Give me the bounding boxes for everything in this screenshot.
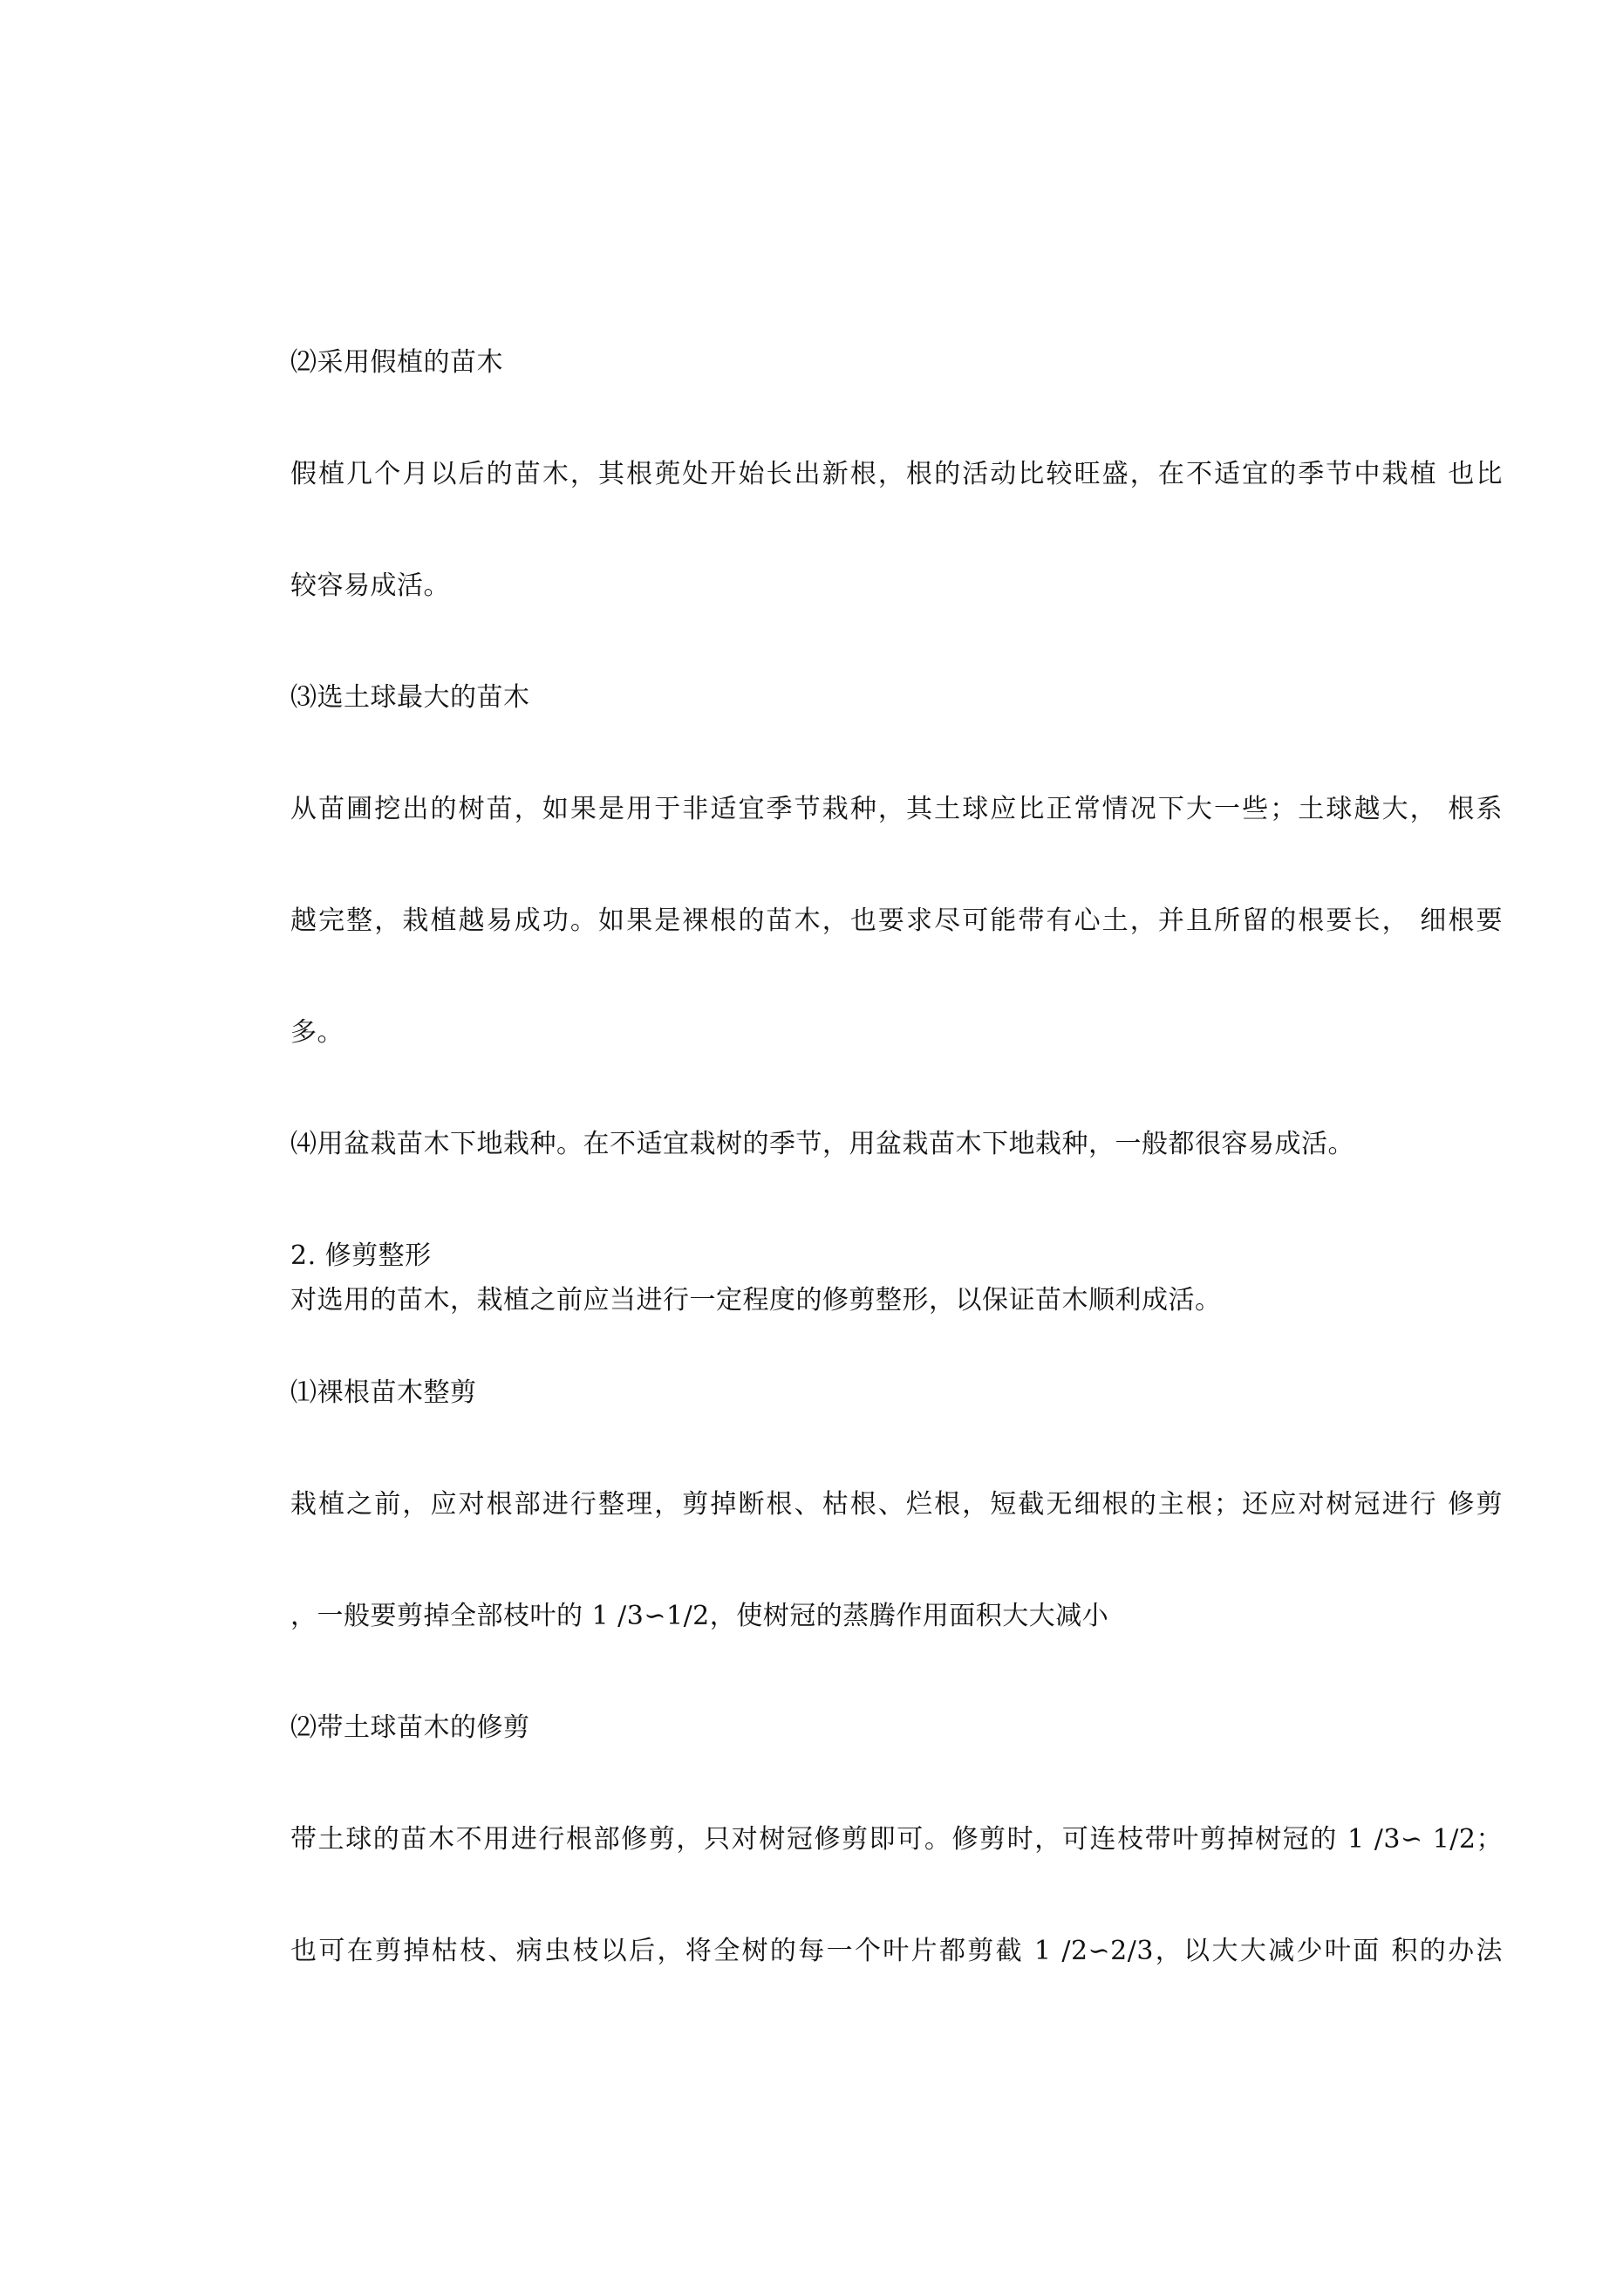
heading-potted-seedlings: ⑷用盆栽苗木下地栽种。在不适宜栽树的季节，用盆栽苗木下地栽种，一般都很容易成活。 xyxy=(290,1129,1354,1159)
paragraph-line: 带土球的苗木不用进行根部修剪，只对树冠修剪即可。修剪时，可连枝带叶剪掉树冠的 1 /3∽ 1/2； xyxy=(290,1824,1503,1855)
paragraph-line: 较容易成活。 xyxy=(290,571,450,601)
paragraph-line: 多。 xyxy=(290,1017,344,1048)
paragraph-line: 越完整，栽植越易成功。如果是裸根的苗木，也要求尽可能带有心土，并且所留的根要长， 细根要 xyxy=(290,905,1503,936)
heading-soil-ball-pruning: ⑵带土球苗木的修剪 xyxy=(290,1712,530,1743)
paragraph-line: 也可在剪掉枯枝、病虫枝以后，将全树的每一个叶片都剪截 1 /2∽2/3，以大大减少叶面 积的办法 xyxy=(290,1936,1503,1966)
paragraph-line: 从苗圃挖出的树苗，如果是用于非适宜季节栽种，其土球应比正常情况下大一些；土球越大， 根系 xyxy=(290,794,1503,824)
heading-fake-planting: ⑵采用假植的苗木 xyxy=(290,347,503,378)
paragraph-line: ，一般要剪掉全部枝叶的 1 /3∽1/2，使树冠的蒸腾作用面积大大减小 xyxy=(290,1601,1109,1631)
paragraph-line: 栽植之前，应对根部进行整理，剪掉断根、枯根、烂根，短截无细根的主根；还应对树冠进行 修剪 xyxy=(290,1489,1503,1520)
paragraph-line: 对选用的苗木，栽植之前应当进行一定程度的修剪整形，以保证苗木顺利成活。 xyxy=(290,1285,1222,1315)
heading-largest-soil-ball: ⑶选土球最大的苗木 xyxy=(290,682,530,713)
section-heading-pruning: 2. 修剪整形 xyxy=(290,1240,432,1271)
paragraph-line: 假植几个月以后的苗木，其根蔸处开始长出新根，根的活动比较旺盛，在不适宜的季节中栽植 也比 xyxy=(290,459,1503,489)
heading-bare-root-pruning: ⑴裸根苗木整剪 xyxy=(290,1377,477,1408)
